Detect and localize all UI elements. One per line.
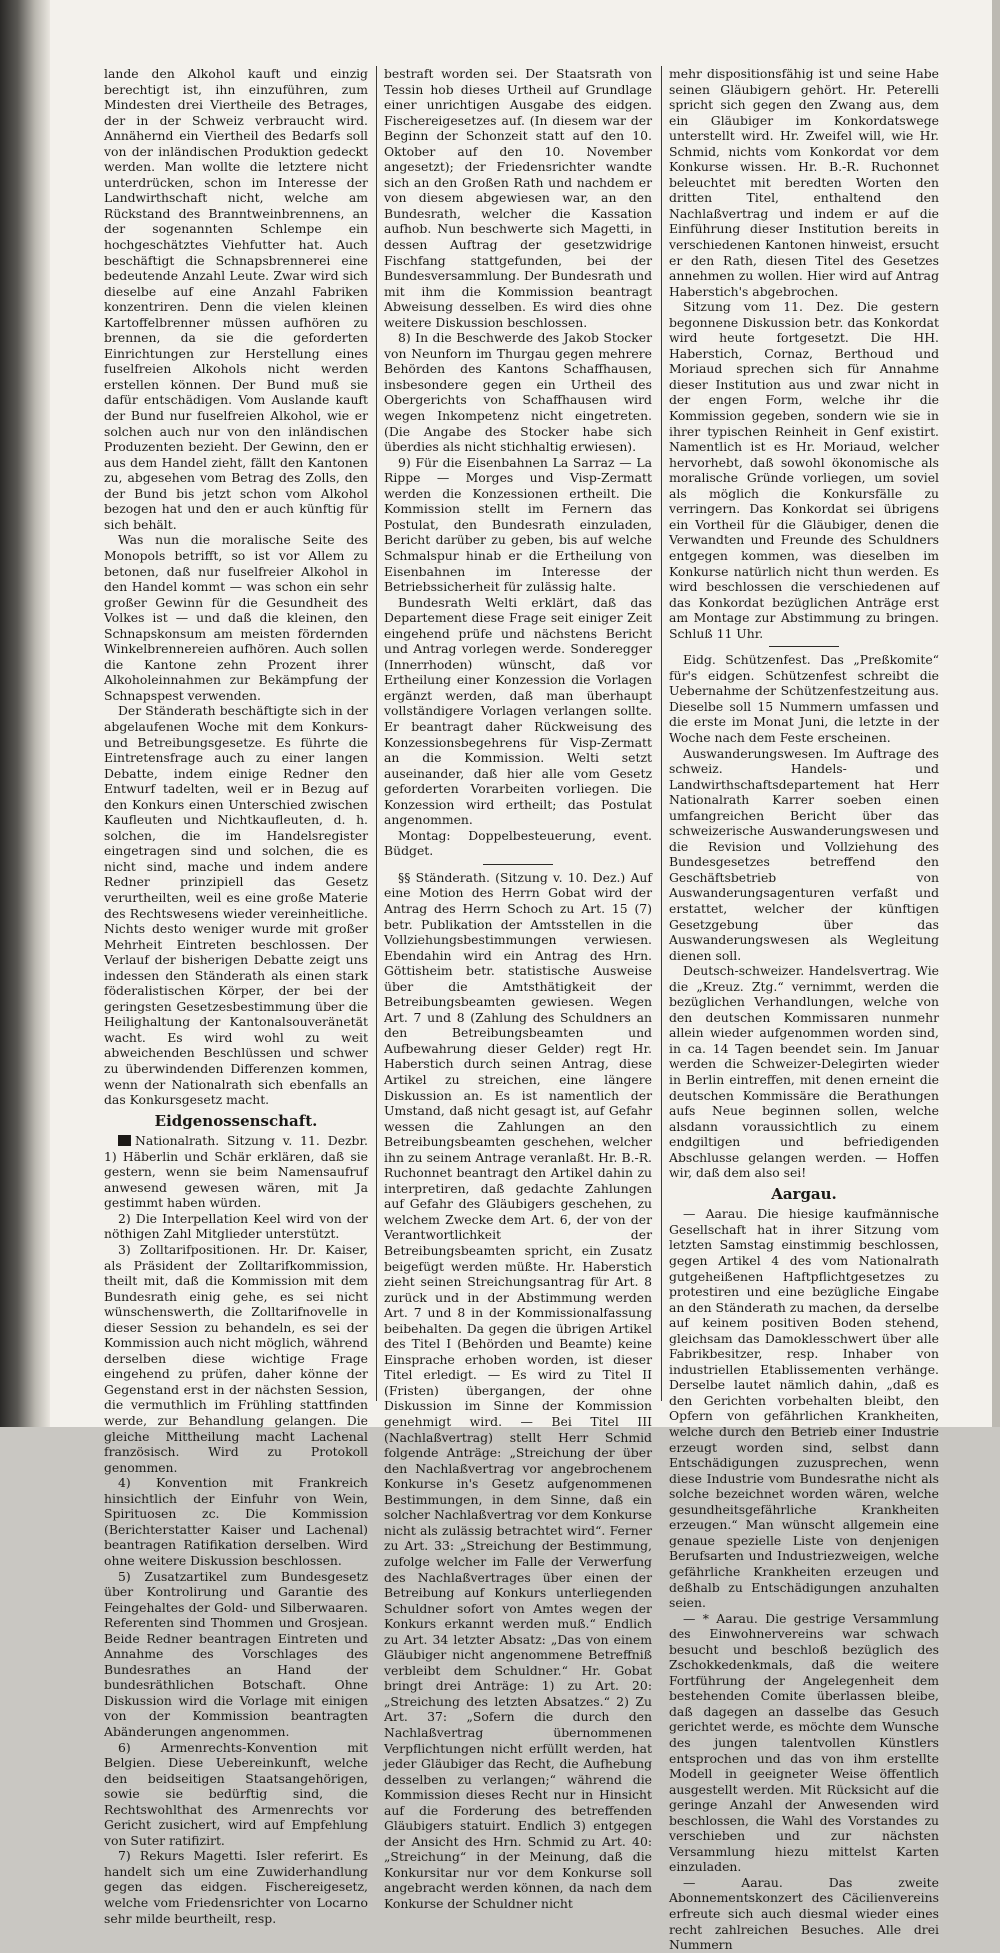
separator-rule xyxy=(483,864,553,865)
paragraph: Sitzung vom 11. Dez. Die gestern begonnene Diskussion betr. das Konkordat wird heute fortgesetzt. Die HH. Haberstich, Cornaz, Berthoud und Moriaud sprechen sich für Annahme dieser Institution aus und zwar nicht in der engen Form, welche ihr die Kommission gegeben, sondern wie sie in ihrer typischen Reinheit in Genf existirt. Namentlich ist es Hr. Moriaud, welcher hervorhebt, daß sowohl ökonomische als moralische Gründe vorliegen, um soviel als möglich die Konkursfälle zu verringern. Das Konkordat sei übrigens ein Vortheil für die Gläubiger, denen die Verwandten und Freunde des Schuldners entgegen kommen, was dieselben im Konkurse natürlich nicht thun werden. Es wird beschlossen die verschiedenen auf das Konkordat bezüglichen Anträge erst am Montage zur Abstimmung zu bringen. Schluß 11 Uhr. xyxy=(669,299,939,641)
paragraph xyxy=(104,1133,368,1211)
column-1 xyxy=(104,66,368,1926)
paragraph-text: Nationalrath. Sitzung v. 11. Dezbr. 1) Häberlin und Schär erklären, daß sie gestern, wenn sie beim Namensaufruf anwesend gewesen wären, mit Ja gestimmt haben würden. xyxy=(104,1133,368,1211)
paragraph: bestraft worden sei. Der Staatsrath von Tessin hob dieses Urtheil auf Grundlage einer unrichtigen Ausgabe des eidgen. Fischereigesetzes auf. (In diesem war der Beginn der Schonzeit statt auf den 10. Oktober auf den 10. November angesetzt); der Friedensrichter wandte sich an den Großen Rath und nachdem er von diesem abgewiesen war, an den Bundesrath, welcher die Kassation aufhob. Nun beschwerte sich Magetti, in dessen Auftrag der gesetzwidrige Fischfang stattgefunden, bei der Bundesversammlung. Der Bundesrath und mit ihm die Kommission beantragt Abweisung desselben. Es wird dies ohne weitere Diskussion beschlossen. xyxy=(384,66,652,330)
paragraph: — Aarau. Das zweite Abonnementskonzert des Cäcilienvereins erfreute sich auch diesmal wieder eines recht zahlreichen Besuches. Alle drei Nummern xyxy=(669,1874,939,1953)
paragraph: Montag: Doppelbesteuerung, event. Büdget. xyxy=(384,827,652,859)
paragraph: 7) Rekurs Magetti. Isler referirt. Es handelt sich um eine Zuwiderhandlung gegen das eidgen. Fischereigesetz, welche vom Friedensrichter von Locarno sehr milde beurtheilt, resp. xyxy=(104,1848,368,1926)
paragraph: 5) Zusatzartikel zum Bundesgesetz über Kontrolirung und Garantie des Feingehaltes der Gold- und Silberwaaren. Referenten sind Thommen und Grosjean. Beide Redner beantragen Eintreten und Annahme des Vorschlages des Bundesrathes an Hand der bundesräthlichen Botschaft. Ohne Diskussion wird die Vorlage mit einigen von der Kommission beantragten Abänderungen angenommen. xyxy=(104,1568,368,1739)
paragraph: §§ Ständerath. (Sitzung v. 10. Dez.) Auf eine Motion des Herrn Gobat wird der Antrag des Herrn Schoch zu Art. 15 (7) betr. Publikation der Amtsstellen in die Vollziehungsbestimmungen verwiesen. Ebendahin wird ein Antrag des Hrn. Göttisheim betr. statistische Ausweise über die Amtsthätigkeit der Betreibungsbeamten gewiesen. Wegen Art. 7 und 8 (Zahlung des Schuldners an den Betreibungsbeamten und Aufbewahrung dieser Gelder) regt Hr. Haberstich durch seinen Antrag, diese Artikel zu streichen, eine längere Diskussion an. Es ist namentlich der Umstand, daß nicht gesagt ist, auf Gefahr wessen die Zahlungen an den Betreibungsbeamten geschehen, welcher ihn zu seinem Antrage veranlaßt. Hr. B.-R. Ruchonnet beantragt den Artikel dahin zu interpretiren, daß gedachte Zahlungen auf Gefahr des Gläubigers geschehen, zu welchem Zwecke dem Art. 6, der von der Verantwortlichkeit der Betreibungsbeamten spricht, ein Zusatz beigefügt werden müßte. Hr. Haberstich zieht seinen Streichungsantrag für Art. 8 zurück und in der Abstimmung werden Art. 7 und 8 in der Kommissionalfassung beibehalten. Da gegen die übrigen Artikel des Titel I (Behörden und Beamte) keine Einsprache erhoben worden, ist dieser Titel erledigt. — Es wird zu Titel II (Fristen) übergangen, der ohne Diskussion im Sinne der Kommission genehmigt wird. — Bei Titel III (Nachlaßvertrag) stellt Herr Schmid folgende Anträge: „Streichung der über den Nachlaßvertrag vor angebrochenem Konkurse in's Gesetz aufgenommenen Bestimmungen, in dem Sinne, daß ein solcher Nachlaßvertrag vor dem Konkurse nicht als zulässig betrachtet wird“. Ferner zu Art. 33: „Streichung der Bestimmung, zufolge welcher im Falle der Verwerfung des Nachlaßvertrages über einen der Betreibung auf Konkurs unterliegenden Schuldner sofort von Amtes wegen der Konkurs erkannt werden muß.“ Endlich zu Art. 34 letzter Absatz: „Das von einem Gläubiger nicht angenommene Betreffniß verbleibt dem Schuldner.“ Hr. Gobat bringt drei Anträge: 1) zu Art. 20: „Streichung des letzten Absatzes.“ 2) Zu Art. 37: „Sofern die durch den Nachlaßvertrag übernommenen Verpflichtungen nicht erfüllt werden, hat jeder Gläubiger das Recht, die Aufhebung desselben zu verlangen;“ während die Kommission dieses Recht nur in Hinsicht auf die Forderung des betreffenden Gläubigers statuirt. Endlich 3) entgegen der Ansicht des Hrn. Schmid zu Art. 40: „Streichung“ in der Meinung, daß die Konkursitar nur vor dem Konkurse soll angebracht werden können, da nach dem Konkurse der Schuldner nicht xyxy=(384,869,652,1911)
column-divider xyxy=(376,66,377,1401)
separator-rule xyxy=(769,646,839,647)
paragraph: 6) Armenrechts-Konvention mit Belgien. Diese Uebereinkunft, welche den beidseitigen Staatsangehörigen, sowie sie bedürftig sind, die Rechtswohlthat des Armenrechts vor Gericht zusichert, wird auf Empfehlung von Suter ratifizirt. xyxy=(104,1739,368,1848)
paragraph: Eidg. Schützenfest. Das „Preßkomite“ für's eidgen. Schützenfest schreibt die Uebernahme der Schützenfestzeitung aus. Dieselbe soll 15 Nummern umfassen und die erste im Monat Juni, die letzte in der Woche nach dem Feste erscheinen. xyxy=(669,652,939,745)
section-heading: Eidgenossenschaft. xyxy=(154,1111,318,1130)
binding-gutter xyxy=(0,0,50,1427)
paragraph: 4) Konvention mit Frankreich hinsichtlich der Einfuhr von Wein, Spirituosen zc. Die Kommission (Berichterstatter Kaiser und Lachenal) beantragen Ratifikation derselben. Wird ohne weitere Diskussion beschlossen. xyxy=(104,1475,368,1568)
column-2 xyxy=(384,66,652,1911)
section-heading: Aargau. xyxy=(771,1184,837,1203)
paragraph: — Aarau. Die hiesige kaufmännische Gesellschaft hat in ihrer Sitzung vom letzten Samstag einstimmig beschlossen, gegen Artikel 4 des vom Nationalrath gutgeheißenen Haftpflichtgesetzes zu protestiren und eine bezügliche Eingabe an den Ständerath zu machen, da derselbe auf keinem positiven Boden stehend, gleichsam das Damoklesschwert über alle Fabrikbesitzer, resp. Inhaber von industriellen Etablissementen verhänge. Derselbe lautet nämlich dahin, „daß es den Gerichten vorbehalten bleibt, den Opfern von gefährlichen Krankheiten, welche durch den Betrieb einer Industrie erzeugt worden sind, selbst dann Entschädigungen zuzusprechen, wenn diese Industrie vom Bundesrathe nicht als solche bezeichnet worden wären, welche gesundheitsgefährliche Krankheiten erzeugen.“ Man wünscht allgemein eine genaue spezielle Liste von denjenigen Berufsarten und Industriezweigen, welche gefährliche Krankheiten erzeugen und deßhalb zu Entschädigungen anzuhalten seien. xyxy=(669,1206,939,1611)
page-edge xyxy=(992,0,1000,1427)
paragraph: Auswanderungswesen. Im Auftrage des schweiz. Handels- und Landwirthschaftsdepartement hat Herr Nationalrath Karrer soeben einen umfangreichen Bericht über das schweizerische Auswanderungswesen und die Revision und Vollziehung des Bundesgesetzes betreffend den Geschäftsbetrieb von Auswanderungsagenturen verfaßt und erstattet, welcher der künftigen Gesetzgebung über das Auswanderungswesen als Wegleitung dienen soll. xyxy=(669,745,939,963)
paragraph: 9) Für die Eisenbahnen La Sarraz — La Rippe — Morges und Visp-Zermatt werden die Konzessionen ertheilt. Die Kommission stellt im Fernern das Postulat, den Bundesrath einzuladen, Bericht darüber zu geben, bis auf welche Schmalspur hinab er die Ertheilung von Eisenbahnen im Interesse der Betriebssicherheit für zulässig halte. xyxy=(384,454,652,595)
pointing-hand-icon xyxy=(118,1135,131,1146)
paragraph: lande den Alkohol kauft und einzig berechtigt ist, ihn einzuführen, zum Mindesten drei Viertheile des Betrages, der in der Schweiz verbraucht wird. Annähernd ein Viertheil des Bedarfs soll von der inländischen Produktion gedeckt werden. Man wollte die letztere nicht unterdrücken, schon im Interesse der Landwirthschaft nicht, welche am Rückstand des Branntweinbrennens, an der sogenannten Schlempe ein hochgeschätztes Viehfutter hat. Auch beschäftigt die Schnapsbrennerei eine bedeutende Anzahl Leute. Zwar wird sich dieselbe auf eine Anzahl Fabriken konzentriren. Denn die vielen kleinen Kartoffelbrenner müssen aufhören zu brennen, da sie die geforderten Einrichtungen zur Herstellung eines fuselfreien Alkohols nicht werden erstellen können. Der Bund muß sie dafür entschädigen. Vom Auslande kauft der Bund nur fuselfreien Alkohol, wie er solchen auch nur von den inländischen Produzenten bezieht. Der Gewinn, den er aus dem Handel zieht, fällt den Kantonen zu, abgesehen vom Betrag des Zolls, den der Bund bis jetzt schon vom Alkohol bezogen hat und den er auch künftig für sich behält. xyxy=(104,66,368,532)
paragraph: 8) In die Beschwerde des Jakob Stocker von Neunforn im Thurgau gegen mehrere Behörden des Kantons Schaffhausen, insbesondere gegen ein Urtheil des Obergerichts von Schaffhausen wird wegen Inkompetenz nicht eingetreten. (Die Angabe des Stocker habe sich überdies als nicht stichhaltig erwiesen). xyxy=(384,330,652,455)
paragraph: Deutsch-schweizer. Handelsvertrag. Wie die „Kreuz. Ztg.“ vernimmt, werden die bezüglichen Verhandlungen, welche von den deutschen Kommissaren nunmehr allein wieder aufgenommen worden sind, in ca. 14 Tagen beendet sein. Im Januar werden die Schweizer-Delegirten wieder in Berlin eintreffen, mit denen erneint die deutschen Kommissäre die Berathungen aufs Neue beginnen sollen, welche alsdann voraussichtlich zu einem endgiltigen und befriedigenden Abschlusse gelangen werden. — Hoffen wir, daß dem also sei! xyxy=(669,963,939,1181)
paragraph: 3) Zolltarifpositionen. Hr. Dr. Kaiser, als Präsident der Zolltarifkommission, theilt mit, daß die Kommission mit dem Bundesrath einig gehe, es sei nicht wünschenswerth, die Zolltarifnovelle in dieser Session zu behandeln, es sei der Kommission auch nicht möglich, während derselben diese wichtige Frage eingehend zu prüfen, daher könne der Gegenstand erst in der nächsten Session, die vermuthlich im Frühling stattfinden werde, zur Behandlung gelangen. Die gleiche Mittheilung macht Lachenal französisch. Wird zu Protokoll genommen. xyxy=(104,1242,368,1475)
paragraph: 2) Die Interpellation Keel wird von der nöthigen Zahl Mitglieder unterstützt. xyxy=(104,1210,368,1242)
paragraph: mehr dispositionsfähig ist und seine Habe seinen Gläubigern gehört. Hr. Peterelli spricht sich gegen den Zwang aus, dem ein Gläubiger im Konkordatswege unterstellt wird. Hr. Zweifel will, wie Hr. Schmid, nichts vom Konkordat vor dem Konkurse wissen. Hr. B.-R. Ruchonnet beleuchtet mit beredten Worten den dritten Titel, enthaltend den Nachlaßvertrag und indem er auf die Einführung dieser Institution bereits in verschiedenen Kantonen hinweist, ersucht er den Rath, diesen Titel des Gesetzes annehmen zu wollen. Hier wird auf Antrag Haberstich's abgebrochen. xyxy=(669,66,939,299)
paragraph: Was nun die moralische Seite des Monopols betrifft, so ist vor Allem zu betonen, daß nur fuselfreier Alkohol in den Handel kommt — was schon ein sehr großer Gewinn für die Gesundheit des Volkes ist — und daß die kleinen, den Schnapskonsum am meisten fördernden Winkelbrennereien aufhören. Auch sollen die Kantone zehn Prozent ihrer Alkoholeinnahmen zur Bekämpfung der Schnapspest verwenden. xyxy=(104,532,368,703)
column-3 xyxy=(669,66,939,1953)
paragraph: Bundesrath Welti erklärt, daß das Departement diese Frage seit einiger Zeit eingehend prüfe und nächstens Bericht und Antrag vorlegen werde. Sonderegger (Innerrhoden) wünscht, daß vor Ertheilung einer Konzession die Vorlagen ergänzt werden, daß man überhaupt vollständigere Vorlagen verlangen sollte. Er beantragt daher Rückweisung des Konzessionsbegehrens für Visp-Zermatt an die Kommission. Welti setzt auseinander, daß hier alle vom Gesetz geforderten Vorarbeiten vorliegen. Die Konzession wird ertheilt; das Postulat angenommen. xyxy=(384,594,652,828)
paragraph: — * Aarau. Die gestrige Versammlung des Einwohnervereins war schwach besucht und beschloß bezüglich des Zschokkedenkmals, daß die weitere Fortführung der Angelegenheit dem bestehenden Comite überlassen bleibe, daß dagegen an dasselbe das Gesuch gerichtet werde, es möchte dem Wunsche des jungen talentvollen Künstlers entsprochen und das von ihm erstellte Modell in geeigneter Weise öffentlich ausgestellt werden. Mit Rücksicht auf die geringe Anzahl der Anwesenden wird beschlossen, die Wahl des Vorstandes zu verschieben und zur nächsten Versammlung hiezu mittelst Karten einzuladen. xyxy=(669,1610,939,1875)
text-columns xyxy=(100,66,943,1953)
column-divider xyxy=(661,66,662,1401)
paragraph: Der Ständerath beschäftigte sich in der abgelaufenen Woche mit dem Konkurs- und Betreibungsgesetze. Es führte die Eintretensfrage auch zu einer langen Debatte, indem einige Redner den Entwurf tadelten, weil er in Bezug auf den Konkurs einen Unterschied zwischen Kaufleuten und Nichtkaufleuten, d. h. solchen, die im Handelsregister eingetragen sind und solchen, die es nicht sind, mache und indem andere Redner prinzipiell das Gesetz verurtheilten, weil es eine große Materie des Rechtswesens wieder vereinheitliche. Nichts desto weniger wurde mit großer Mehrheit Eintreten beschlossen. Der Verlauf der bisherigen Debatte zeigt uns indessen den Ständerath als einen stark föderalistischen Körper, der bei der geringsten Gesetzesbestimmung über die Heilighaltung der Kantonalsouveränetät wacht. Es wird wohl zu weit abweichenden Beschlüssen und schwer zu überwindenden Differenzen kommen, wenn der Nationalrath sich ebenfalls an das Konkursgesetz macht. xyxy=(104,703,368,1108)
